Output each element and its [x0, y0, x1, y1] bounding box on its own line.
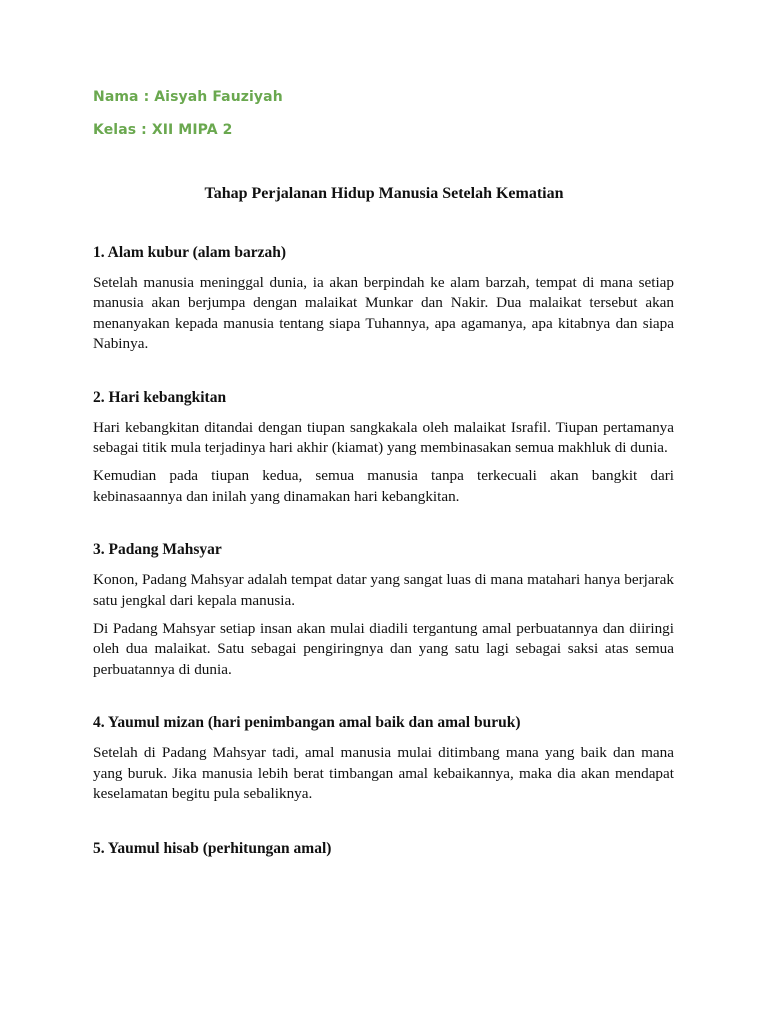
paragraph: Di Padang Mahsyar setiap insan akan mulai diadili tergantung amal perbuatannya dan diiringi oleh dua malaikat. Satu sebagai pengiringnya dan yang satu lagi sebagai saksi atas semua perbuatannya di dunia. [93, 620, 674, 678]
section-heading: 3. Padang Mahsyar [93, 541, 222, 559]
section-hari-kebangkitan [93, 388, 674, 508]
section-heading: 2. Hari kebangkitan [93, 388, 227, 406]
section-alam-kubur [93, 243, 674, 355]
section-padang-mahsyar [93, 540, 674, 680]
section-yaumul-hisab [93, 839, 674, 859]
paragraph: Setelah di Padang Mahsyar tadi, amal manusia mulai ditimbang mana yang baik dan mana yang buruk. Jika manusia lebih berat timbangan amal kebaikannya, maka dia akan mendapat keselamatan begitu pula sebaliknya. [93, 744, 674, 803]
student-name: Nama : Aisyah Fauziyah [93, 89, 283, 105]
section-heading: 4. Yaumul mizan (hari penimbangan amal baik dan amal buruk) [93, 714, 521, 732]
paragraph: Konon, Padang Mahsyar adalah tempat datar yang sangat luas di mana matahari hanya berjarak satu jengkal dari kepala manusia. [93, 571, 674, 609]
section-heading: 5. Yaumul hisab (perhitungan amal) [93, 839, 332, 857]
section-heading: 1. Alam kubur (alam barzah) [93, 244, 287, 261]
paragraph: Hari kebangkitan ditandai dengan tiupan sangkakala oleh malaikat Israfil. Tiupan pertamanya sebagai titik mula terjadinya hari akhir (kiamat) yang membinasakan semua makhluk di dunia. [93, 418, 674, 457]
document-title: Tahap Perjalanan Hidup Manusia Setelah Kematian [204, 185, 564, 202]
paragraph: Setelah manusia meninggal dunia, ia akan berpindah ke alam barzah, tempat di mana setiap manusia akan berjumpa dengan malaikat Munkar dan Nakir. Dua malaikat tersebut akan menanyakan kepada manusia tentang siapa Tuhannya, apa agamanya, apa kitabnya dan siapa Nabinya. [93, 274, 674, 353]
section-yaumul-mizan [93, 713, 674, 804]
document-body [93, 243, 674, 891]
paragraph: Kemudian pada tiupan kedua, semua manusia tanpa terkecuali akan bangkit dari kebinasaannya dan inilah yang dinamakan hari kebangkitan. [93, 467, 674, 505]
student-class: Kelas : XII MIPA 2 [93, 122, 233, 138]
